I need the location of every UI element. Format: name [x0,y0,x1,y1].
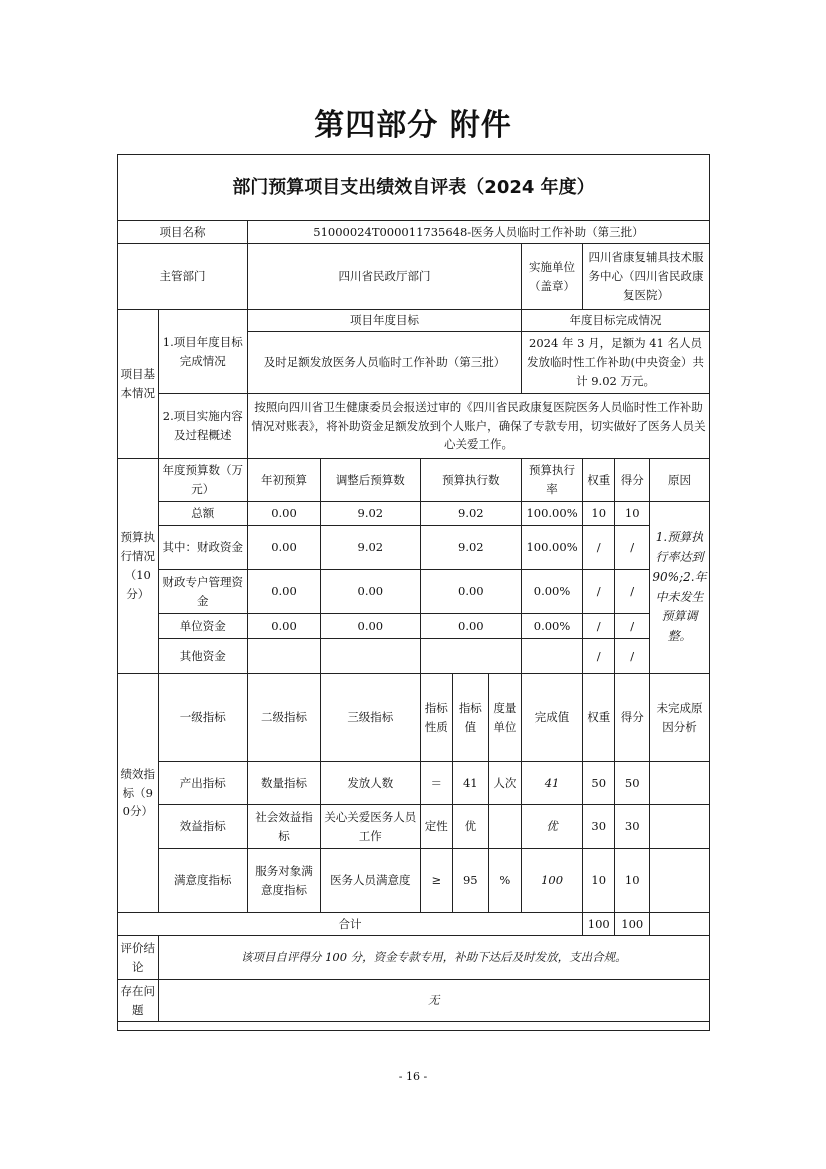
perf-header-done: 完成值 [522,674,583,762]
budget-header-row [118,459,710,502]
budget-adjusted: 9.02 [321,502,421,526]
perf-unit [488,805,522,849]
budget-executed: 0.00 [420,614,522,639]
perf-unit: 人次 [488,762,522,805]
perf-l1: 满意度指标 [158,849,247,913]
basic-section-label: 项目基本情况 [118,310,159,459]
budget-row-label: 总额 [158,502,247,526]
budget-row-label: 单位资金 [158,614,247,639]
budget-header-adjusted: 调整后预算数 [321,459,421,502]
perf-header-weight: 权重 [583,674,615,762]
total-weight: 100 [583,913,615,936]
budget-executed: 0.00 [420,570,522,614]
goal-header-row [118,310,710,332]
total-score: 100 [615,913,650,936]
done-value: 2024 年 3 月，足额为 41 名人员发放临时性工作补助(中央资金）共计 9.02 万元。 [522,332,710,394]
perf-value: 优 [453,805,489,849]
budget-initial: 0.00 [247,502,320,526]
budget-initial: 0.00 [247,526,320,570]
perf-done: 优 [522,805,583,849]
project-name-value: 51000024T000011735648-医务人员临时工作补助（第三批） [247,221,709,244]
total-label: 合计 [118,913,583,936]
budget-header-reason: 原因 [650,459,710,502]
budget-weight: 10 [583,502,615,526]
perf-l2: 社会效益指标 [247,805,320,849]
done-header: 年度目标完成情况 [522,310,710,332]
page-number: - 16 - [398,1070,428,1083]
budget-rate: 0.00% [522,570,583,614]
perf-l3: 发放人数 [321,762,421,805]
conclusion-row [118,936,710,980]
budget-weight: / [583,639,615,674]
perf-l2: 数量指标 [247,762,320,805]
budget-header-rate: 预算执行率 [522,459,583,502]
budget-rate [522,639,583,674]
budget-adjusted: 0.00 [321,570,421,614]
perf-done: 41 [522,762,583,805]
goal-label: 1.项目年度目标完成情况 [158,310,247,394]
perf-value: 41 [453,762,489,805]
issues-row [118,980,710,1022]
budget-score: / [615,639,650,674]
goal-value: 及时足额发放医务人员临时工作补助（第三批） [247,332,521,394]
process-row [118,394,710,459]
budget-rate: 100.00% [522,502,583,526]
budget-score: / [615,570,650,614]
budget-rate: 0.00% [522,614,583,639]
department-row [118,244,710,310]
budget-header-weight: 权重 [583,459,615,502]
perf-l1: 产出指标 [158,762,247,805]
budget-row-total [118,502,710,526]
goal-header: 项目年度目标 [247,310,521,332]
perf-l3: 关心关爱医务人员工作 [321,805,421,849]
budget-row-special [118,570,710,614]
process-label: 2.项目实施内容及过程概述 [158,394,247,459]
budget-weight: / [583,614,615,639]
perf-nature: 定性 [420,805,452,849]
perf-header-nature: 指标性质 [420,674,452,762]
budget-adjusted: 9.02 [321,526,421,570]
perf-weight: 30 [583,805,615,849]
project-name-row [118,221,710,244]
project-name-label: 项目名称 [118,221,248,244]
budget-weight: / [583,570,615,614]
perf-unit: % [488,849,522,913]
perf-weight: 10 [583,849,615,913]
budget-reason: 1.预算执行率达到90%;2.年中未发生预算调整。 [650,502,710,674]
perf-score: 30 [615,805,650,849]
perf-l1: 效益指标 [158,805,247,849]
form-title: 部门预算项目支出绩效自评表（2024 年度） [232,177,595,198]
budget-adjusted [321,639,421,674]
budget-row-label: 其他资金 [158,639,247,674]
perf-header-score: 得分 [615,674,650,762]
evaluation-table [117,220,710,1022]
evaluation-form [117,154,710,1031]
budget-row-unit [118,614,710,639]
perf-header-reason: 未完成原因分析 [650,674,710,762]
perf-score: 50 [615,762,650,805]
perf-reason [650,849,710,913]
budget-executed [420,639,522,674]
process-value: 按照向四川省卫生健康委员会报送过审的《四川省民政康复医院医务人员临时性工作补助情况对账表》，将补助资金足额发放到个人账户，确保了专款专用，切实做好了医务人员关心关爱工作。 [247,394,709,459]
conclusion-value: 该项目自评得分 100 分，资金专款专用，补助下达后及时发放，支出合规。 [158,936,709,980]
budget-initial: 0.00 [247,570,320,614]
budget-executed: 9.02 [420,526,522,570]
budget-row-label: 其中：财政资金 [158,526,247,570]
dept-label: 主管部门 [118,244,248,310]
issues-value: 无 [158,980,709,1022]
budget-weight: / [583,526,615,570]
perf-nature: ＝ [420,762,452,805]
perf-reason [650,762,710,805]
total-row [118,913,710,936]
perf-header-l1: 一级指标 [158,674,247,762]
budget-header-annual: 年度预算数（万元） [158,459,247,502]
perf-value: 95 [453,849,489,913]
perf-done: 100 [522,849,583,913]
budget-adjusted: 0.00 [321,614,421,639]
total-blank [650,913,710,936]
budget-row-other [118,639,710,674]
page-heading: 第四部分 附件 [314,108,512,143]
perf-header-l3: 三级指标 [321,674,421,762]
budget-row-label: 财政专户管理资金 [158,570,247,614]
budget-score: / [615,526,650,570]
perf-row-output [118,762,710,805]
perf-score: 10 [615,849,650,913]
perf-header-l2: 二级指标 [247,674,320,762]
perf-nature: ≥ [420,849,452,913]
budget-executed: 9.02 [420,502,522,526]
impl-value: 四川省康复辅具技术服务中心（四川省民政康复医院） [583,244,710,310]
budget-section-label: 预算执行情况（10分） [118,459,159,674]
budget-row-fiscal [118,526,710,570]
issues-label: 存在问题 [118,980,159,1022]
budget-initial: 0.00 [247,614,320,639]
budget-header-initial: 年初预算 [247,459,320,502]
perf-row-benefit [118,805,710,849]
impl-label: 实施单位（盖章） [522,244,583,310]
perf-header-value: 指标值 [453,674,489,762]
budget-header-executed: 预算执行数 [420,459,522,502]
budget-score: / [615,614,650,639]
perf-row-satisfaction [118,849,710,913]
dept-value: 四川省民政厅部门 [247,244,521,310]
budget-rate: 100.00% [522,526,583,570]
perf-l3: 医务人员满意度 [321,849,421,913]
conclusion-label: 评价结论 [118,936,159,980]
budget-score: 10 [615,502,650,526]
budget-header-score: 得分 [615,459,650,502]
perf-header-row [118,674,710,762]
perf-header-unit: 度量单位 [488,674,522,762]
perf-weight: 50 [583,762,615,805]
budget-initial [247,639,320,674]
perf-section-label: 绩效指标（90分） [118,674,159,913]
perf-reason [650,805,710,849]
perf-l2: 服务对象满意度指标 [247,849,320,913]
